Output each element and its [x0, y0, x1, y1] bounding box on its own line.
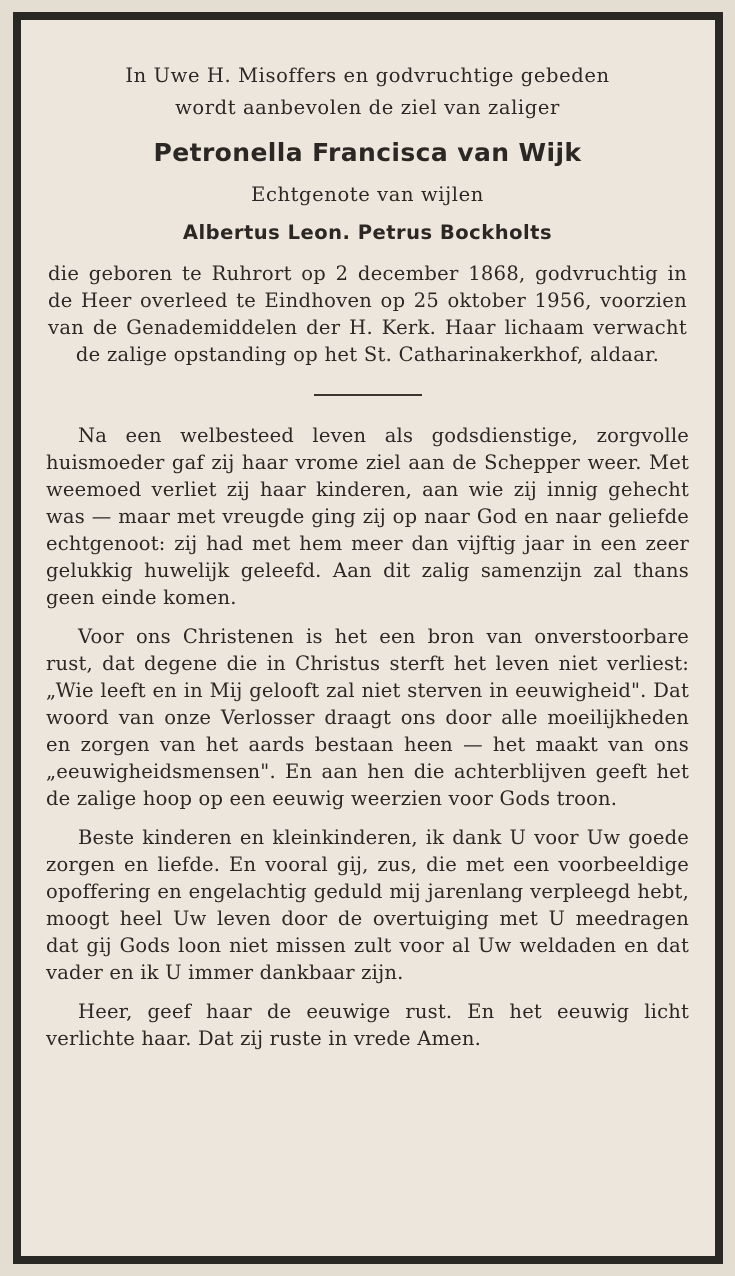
deceased-name: Petronella Francisca van Wijk: [153, 138, 582, 167]
paragraph-2: Voor ons Christenen is het een bron van onverstoorbare rust, dat degene die in Christus sterft het leven niet verliest: „Wie leeft en in Mij gelooft zal niet sterven in eeuwigheid". Dat woord van onze Verlosser draagt ons door alle moeilijkheden en zorgen van het aards bestaan heen — het maakt van ons „eeuwigheidsmensen". En aan hen die achterblijven geeft het de zalige hoop op een eeuwig weerzien voor Gods troon.: [46, 625, 689, 810]
spouse-name: Albertus Leon. Petrus Bockholts: [182, 221, 553, 244]
intro-line-1: In Uwe H. Misoffers en godvruchtige gebeden: [125, 64, 610, 87]
intro-line-2: wordt aanbevolen de ziel van zaliger: [175, 96, 560, 119]
paragraph-3: Beste kinderen en kleinkinderen, ik dank U voor Uw goede zorgen en liefde. En vooral gij, zus, die met een voorbeeldige opoffering en engelachtig geduld mij jarenlang verpleegd hebt, moogt heel Uw leven door de overtuiging met U meedragen dat gij Gods loon niet missen zult voor al Uw weldaden en dat vader en ik U immer dankbaar zijn.: [46, 826, 689, 984]
divider-line: [314, 394, 422, 396]
card-text: [40, 60, 695, 1064]
paragraph-1: Na een welbesteed leven als godsdienstige, zorgvolle huismoeder gaf zij haar vrome ziel aan de Schepper weer. Met weemoed verliet zij haar kinderen, aan wie zij innig gehecht was — maar met vreugde ging zij op naar God en naar geliefde echtgenoot: zij had met hem meer dan vijftig jaar in een zeer gelukkig huwelijk geleefd. Aan dit zalig samenzijn zal thans geen einde komen.: [46, 424, 689, 609]
paragraph-4: Heer, geef haar de eeuwige rust. En het eeuwig licht verlichte haar. Dat zij ruste in vrede Amen.: [46, 1000, 689, 1050]
spouse-line: Echtgenote van wijlen: [251, 183, 484, 206]
birth-death-text: die geboren te Ruhrort op 2 december 1868, godvruchtig in de Heer overleed te Eindhoven op 25 oktober 1956, voorzien van de Genademiddelen der H. Kerk. Haar lichaam verwacht de zalige opstanding op het St. Catharinakerkhof, aldaar.: [48, 262, 687, 366]
